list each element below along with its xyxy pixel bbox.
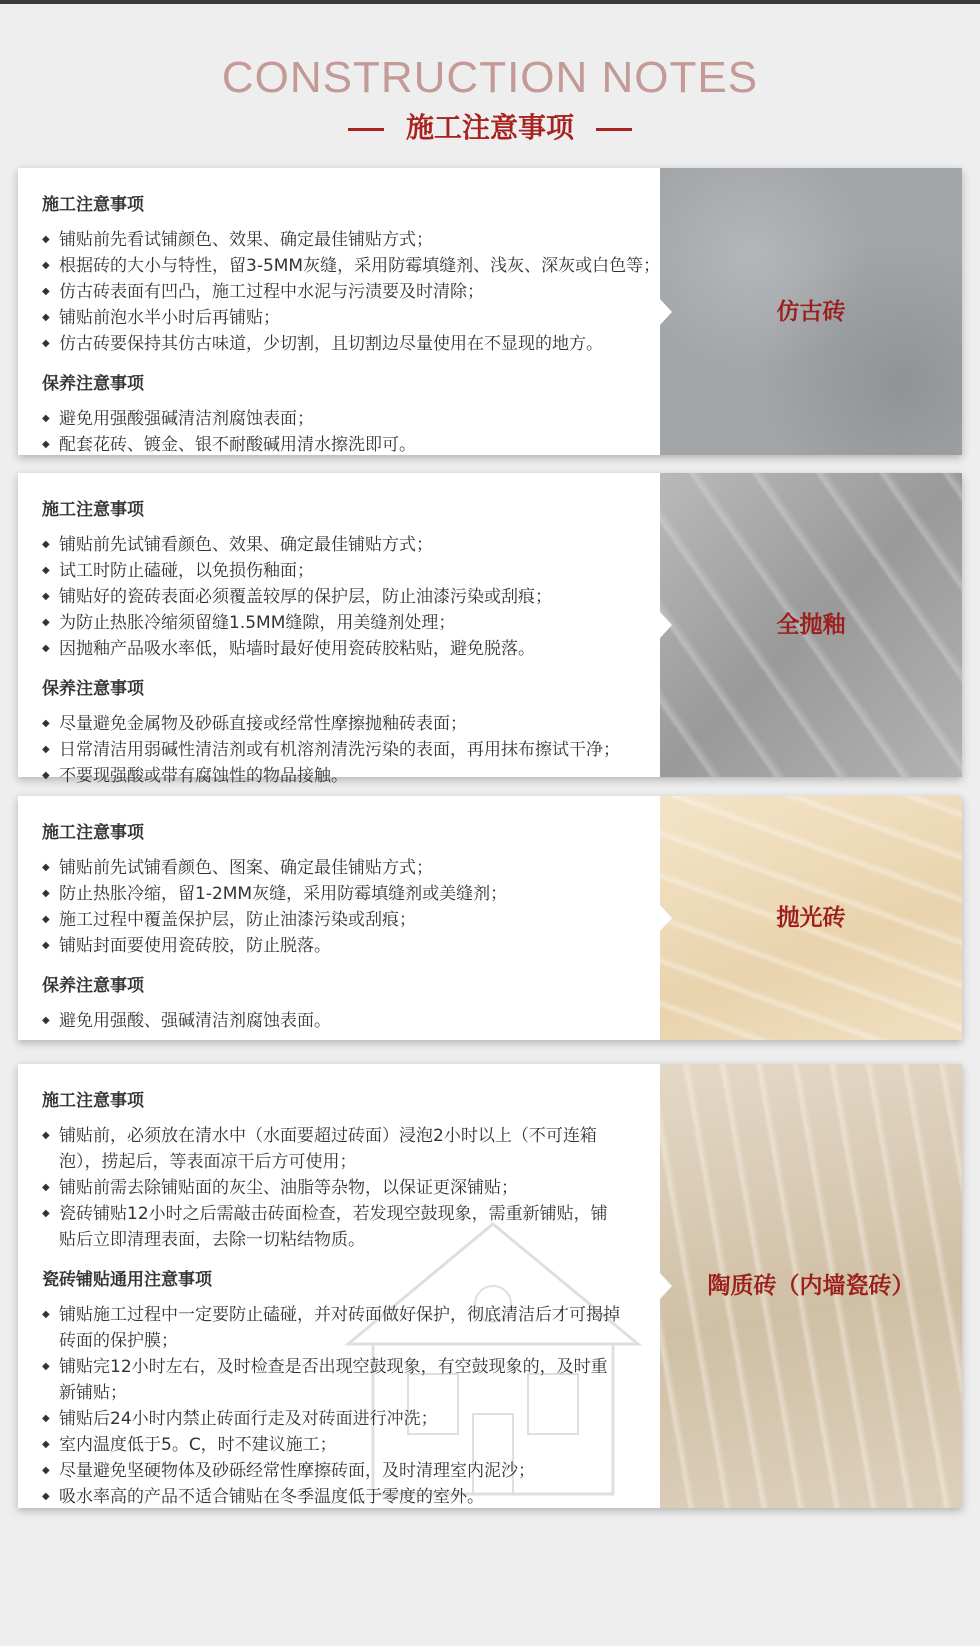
list-item: ◆ 铺贴前需去除铺贴面的灰尘、油脂等杂物，以保证更深铺贴； xyxy=(42,1175,622,1201)
list-item: ◆ 铺贴完12小时左右，及时检查是否出现空鼓现象，有空鼓现象的，及时重新铺贴； xyxy=(42,1354,622,1406)
title-dash-right xyxy=(596,128,632,131)
list-item: ◆ 施工过程中覆盖保护层，防止油漆污染或刮痕； xyxy=(42,907,662,933)
list-item: ◆ 尽量避免金属物及砂砾直接或经常性摩擦抛釉砖表面； xyxy=(42,711,662,737)
card-text xyxy=(42,190,662,458)
list-item: ◆ 仿古砖要保持其仿古味道，少切割，且切割边尽量使用在不显现的地方。 xyxy=(42,331,662,357)
tile-image-glazed xyxy=(660,473,962,777)
tile-image-polished xyxy=(660,796,962,1040)
list-item: ◆ 避免用强酸强碱清洁剂腐蚀表面； xyxy=(42,406,662,432)
tile-image-ceramic xyxy=(660,1064,962,1508)
card-polished-tile xyxy=(18,796,962,1040)
section-title: 瓷砖铺贴通用注意事项 xyxy=(42,1270,212,1290)
list-item: ◆ 铺贴施工过程中一定要防止磕碰，并对砖面做好保护，彻底清洁后才可揭掉砖面的保护膜； xyxy=(42,1302,622,1354)
top-bar xyxy=(0,0,980,4)
section-title: 保养注意事项 xyxy=(42,374,144,394)
list-item: ◆ 尽量避免坚硬物体及砂砾经常性摩擦砖面，及时清理室内泥沙； xyxy=(42,1458,622,1484)
list-item: ◆ 铺贴前，必须放在清水中（水面要超过砖面）浸泡2小时以上（不可连箱泡），捞起后，等表面凉干后方可使用； xyxy=(42,1123,622,1175)
list-item: ◆ 铺贴前先看试铺颜色、效果、确定最佳铺贴方式； xyxy=(42,227,662,253)
title-dash-left xyxy=(348,128,384,131)
section-title: 施工注意事项 xyxy=(42,500,144,520)
section-title: 施工注意事项 xyxy=(42,1091,144,1111)
section-title: 保养注意事项 xyxy=(42,976,144,996)
tile-label: 仿古砖 xyxy=(776,298,846,325)
card-ceramic-tile xyxy=(18,1064,962,1508)
tile-label: 抛光砖 xyxy=(776,905,846,931)
section-title: 施工注意事项 xyxy=(42,195,144,215)
page-title-cn: 施工注意事项 xyxy=(405,111,574,144)
page-title-cn-row xyxy=(0,108,980,148)
list-item: ◆ 配套花砖、镀金、银不耐酸碱用清水擦洗即可。 xyxy=(42,432,662,458)
tile-label: 陶质砖（内墙瓷砖） xyxy=(707,1273,915,1299)
section-title: 保养注意事项 xyxy=(42,679,144,699)
list-item: ◆ 根据砖的大小与特性，留3-5MM灰缝，采用防霉填缝剂、浅灰、深灰或白色等； xyxy=(42,253,699,279)
tile-label: 全抛釉 xyxy=(776,612,846,638)
list-item: ◆ 铺贴好的瓷砖表面必须覆盖较厚的保护层，防止油漆污染或刮痕； xyxy=(42,584,662,610)
tile-image-rustic xyxy=(660,168,962,455)
list-item: ◆ 为防止热胀冷缩须留缝1.5MM缝隙，用美缝剂处理； xyxy=(42,610,662,636)
page-title-en: CONSTRUCTION NOTES xyxy=(221,53,759,102)
list-item: ◆ 因抛釉产品吸水率低，贴墙时最好使用瓷砖胶粘贴，避免脱落。 xyxy=(42,636,662,662)
list-item: ◆ 瓷砖铺贴12小时之后需敲击砖面检查，若发现空鼓现象，需重新铺贴，铺贴后立即清理表面，去除一切粘结物质。 xyxy=(42,1201,622,1253)
card-text xyxy=(42,495,662,789)
list-item: ◆ 防止热胀冷缩，留1-2MM灰缝，采用防霉填缝剂或美缝剂； xyxy=(42,881,662,907)
card-full-glazed-tile xyxy=(18,473,962,786)
list-item: ◆ 铺贴后24小时内禁止砖面行走及对砖面进行冲洗； xyxy=(42,1406,622,1432)
list-item: ◆ 铺贴前先试铺看颜色、效果、确定最佳铺贴方式； xyxy=(42,532,662,558)
list-item: ◆ 铺贴封面要使用瓷砖胶，防止脱落。 xyxy=(42,933,662,959)
card-text xyxy=(42,1086,622,1510)
card-text xyxy=(42,818,662,1034)
page-header xyxy=(0,52,980,148)
list-item: ◆ 试工时防止磕碰，以免损伤釉面； xyxy=(42,558,662,584)
list-item: ◆ 不要现强酸或带有腐蚀性的物品接触。 xyxy=(42,763,662,789)
section-title: 施工注意事项 xyxy=(42,823,144,843)
list-item: ◆ 避免用强酸、强碱清洁剂腐蚀表面。 xyxy=(42,1008,662,1034)
list-item: ◆ 吸水率高的产品不适合铺贴在冬季温度低于零度的室外。 xyxy=(42,1484,622,1510)
list-item: ◆ 铺贴前先试铺看颜色、图案、确定最佳铺贴方式； xyxy=(42,855,662,881)
list-item: ◆ 日常清洁用弱碱性清洁剂或有机溶剂清洗污染的表面，再用抹布擦试干净； xyxy=(42,737,662,763)
list-item: ◆ 仿古砖表面有凹凸，施工过程中水泥与污渍要及时清除； xyxy=(42,279,662,305)
card-rustic-tile xyxy=(18,168,962,455)
list-item: ◆ 铺贴前泡水半小时后再铺贴； xyxy=(42,305,662,331)
list-item: ◆ 室内温度低于5。C，时不建议施工； xyxy=(42,1432,622,1458)
